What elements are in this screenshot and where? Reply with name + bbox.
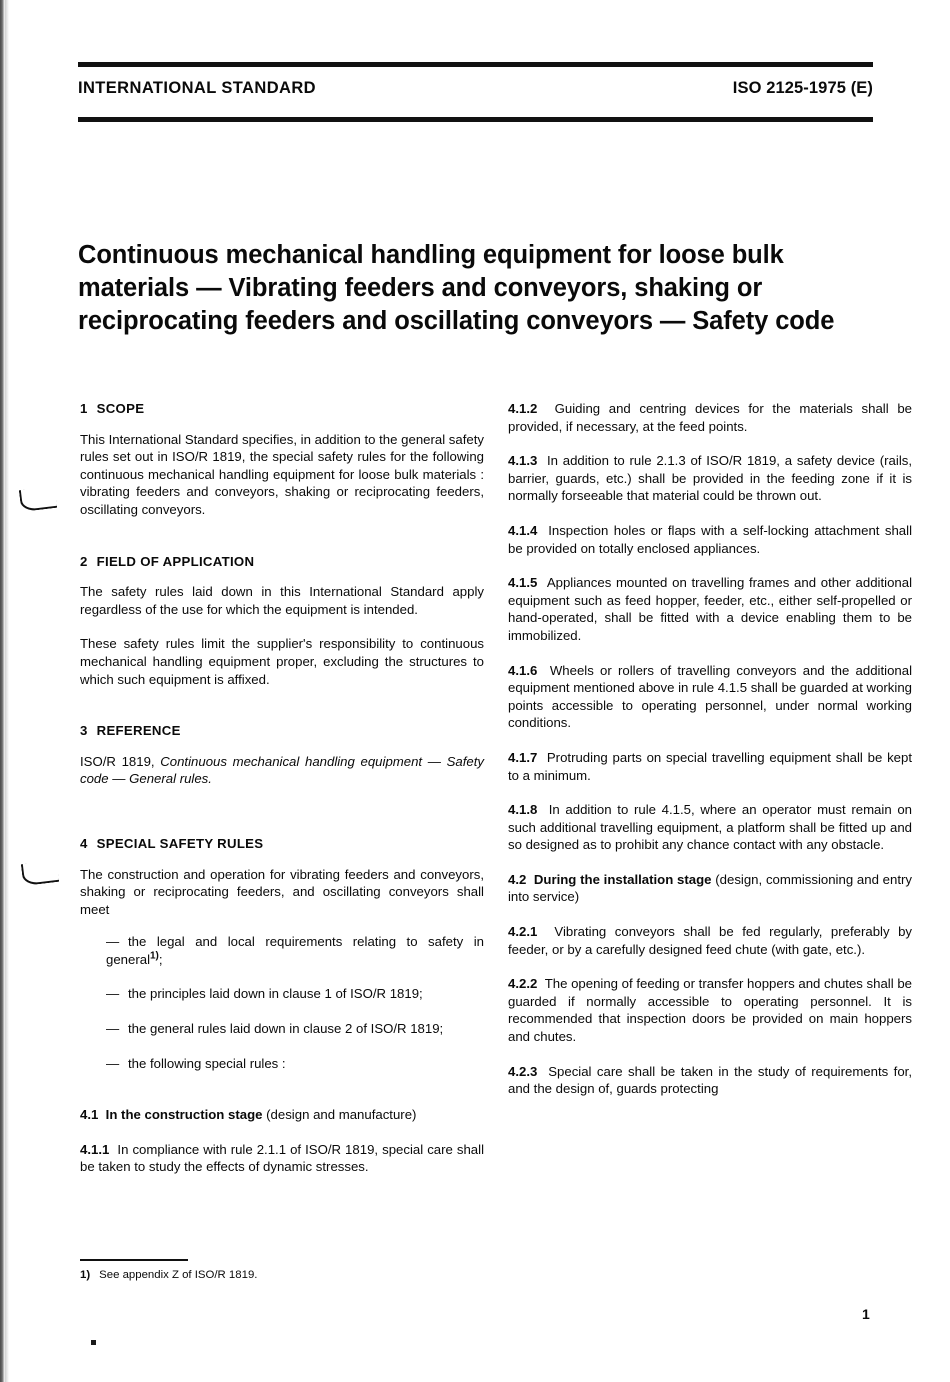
rule-number-4-1-8: 4.1.8 (508, 802, 538, 818)
rule-number-4-1-7: 4.1.7 (508, 749, 538, 765)
rule-text-4-1-2: Guiding and centring devices for the materials shall be provided, if necessary, at the feed points. (508, 401, 912, 434)
body-column-left (80, 400, 484, 1176)
section-number-2: 2 (80, 553, 88, 569)
reference-standard-title: Continuous mechanical handling equipment — Safety code — General rules. (80, 753, 484, 787)
section-heading-scope (80, 400, 484, 418)
rule-title-4-1: In the construction stage (105, 1107, 263, 1123)
header-rule-top (78, 62, 873, 67)
paragraph-scope: This International Standard specifies, in addition to the general safety rules set out in ISO/R 1819, the special safety rules for the following continuous mechanical handling equipment for loose bulk materials : vibrating feeders and conveyors, shaking or reciprocating feeders, oscillating conveyors. (80, 431, 484, 517)
rule-number-4-1-1: 4.1.1 (80, 1141, 110, 1157)
list-item (106, 985, 484, 1003)
standard-reference-number: ISO 2125-1975 (E) (732, 79, 873, 97)
rule-number-4-1-5: 4.1.5 (508, 575, 538, 591)
document-title-line-2: materials — Vibrating feeders and conveyors, shaking or (78, 274, 763, 303)
reference-standard-id: ISO/R 1819, (80, 753, 161, 769)
document-title (78, 239, 878, 338)
paragraph-reference (80, 753, 484, 788)
footnote-marker-icon: 1) (150, 950, 159, 962)
document-title-line-3: reciprocating feeders and oscillating conveyors — Safety code (78, 307, 835, 336)
paragraph-field-of-application-2: These safety rules limit the supplier's responsibility to continuous mechanical handling equipment proper, excluding the structures to which such equipment is affixed. (80, 636, 484, 687)
rule-number-4-2-2: 4.2.2 (508, 976, 538, 992)
rule-paragraph-4-1-5 (508, 574, 912, 644)
paragraph-field-of-application-1: The safety rules laid down in this International Standard apply regardless of the use for which the equipment is intended. (80, 584, 484, 617)
body-column-right (508, 400, 912, 1098)
page-header (78, 79, 873, 98)
page-number: 1 (862, 1306, 870, 1322)
section-number-1: 1 (80, 401, 88, 416)
special-rules-list (80, 933, 484, 1072)
rule-subtitle-4-1: (design and manufacture) (262, 1107, 417, 1123)
rule-number-4-2-1: 4.2.1 (508, 924, 538, 940)
rule-paragraph-4-2-2 (508, 975, 912, 1045)
document-title-line-1: Continuous mechanical handling equipment for loose bulk (78, 241, 784, 270)
rule-number-4-1: 4.1 (80, 1107, 99, 1123)
rule-paragraph-4-2-1 (508, 923, 912, 958)
rule-text-4-1-8: In addition to rule 4.1.5, where an operator must remain on such additional travelling equipment, a platform shall be fitted up and so designed as to prohibit any chance contact with any obstacle. (508, 802, 913, 853)
rule-number-4-2-3: 4.2.3 (508, 1063, 538, 1079)
standard-type-label: INTERNATIONAL STANDARD (78, 79, 316, 97)
subsection-heading-4-1 (80, 1106, 484, 1124)
list-item-text: the legal and local requirements relating to safety in general (106, 934, 484, 967)
rule-paragraph-4-1-3 (508, 452, 912, 505)
rule-text-4-1-7: Protruding parts on special travelling equipment shall be kept to a minimum. (508, 749, 912, 783)
rule-number-4-1-2: 4.1.2 (508, 401, 538, 416)
list-dash-icon: — (106, 934, 120, 950)
section-number-4: 4 (80, 835, 88, 851)
rule-subtitle-4-2: (design, commissioning and entry into service) (508, 871, 913, 905)
section-number-3: 3 (80, 723, 88, 739)
section-title-3: REFERENCE (96, 723, 181, 739)
paragraph-special-safety-rules-intro: The construction and operation for vibrating feeders and conveyors, shaking or reciprocating feeders, and oscillating conveyors shall meet (80, 866, 484, 917)
section-heading-reference (80, 722, 484, 740)
rule-number-4-1-3: 4.1.3 (508, 453, 538, 469)
footnote-number: 1) (80, 1269, 91, 1281)
rule-text-4-1-1: In compliance with rule 2.1.1 of ISO/R 1819, special care shall be taken to study the effects of dynamic stresses. (80, 1141, 485, 1175)
rule-paragraph-4-1-8 (508, 801, 912, 854)
section-heading-field-of-application (80, 553, 484, 571)
rule-text-4-1-3: In addition to rule 2.1.3 of ISO/R 1819, a safety device (rails, barrier, guards, etc.) shall be provided in the feeding zone if it is normally forseeable that material could be thrown out. (508, 453, 913, 504)
rule-paragraph-4-1-1 (80, 1141, 484, 1176)
list-item-text: the principles laid down in clause 1 of ISO/R 1819; (128, 986, 423, 1002)
rule-paragraph-4-1-7 (508, 749, 912, 784)
rule-paragraph-4-2-3 (508, 1063, 912, 1098)
footnote (80, 1268, 484, 1283)
list-item (106, 1055, 484, 1073)
rule-text-4-1-5: Appliances mounted on travelling frames and other additional equipment such as feed hopper, feeder, etc., either self-propelled or hand-operated, shall be fitted with a device enabling them to be immobilized. (508, 575, 913, 643)
rule-text-4-2-2: The opening of feeding or transfer hoppers and chutes shall be guarded if normally accessible to operating personnel. It is recommended that inspection doors be provided on main hoppers and chutes. (508, 976, 912, 1045)
section-title-2: FIELD OF APPLICATION (96, 553, 255, 569)
list-item (106, 1020, 484, 1038)
list-dash-icon: — (106, 1021, 120, 1037)
rule-text-4-2-1: Vibrating conveyors shall be fed regularly, preferably by feeder, or by a carefully designed feed chute (with gate, etc.). (508, 924, 913, 957)
scan-speck-artifact (91, 1340, 96, 1345)
rule-number-4-1-6: 4.1.6 (508, 662, 538, 678)
margin-pen-mark-upper (19, 486, 57, 512)
rule-paragraph-4-1-6 (508, 662, 912, 732)
subsection-heading-4-2 (508, 871, 912, 906)
list-dash-icon: — (106, 1055, 120, 1071)
list-item-text-tail: ; (158, 951, 163, 967)
rule-paragraph-4-1-2 (508, 400, 912, 435)
rule-number-4-1-4: 4.1.4 (508, 522, 538, 538)
rule-text-4-2-3: Special care shall be taken in the study of requirements for, and the design of, guards protecting (508, 1063, 913, 1097)
section-title-1: SCOPE (96, 401, 145, 416)
scan-edge-fade-artifact (5, 0, 9, 1382)
rule-number-4-2: 4.2 (508, 871, 527, 887)
list-item-text: the following special rules : (128, 1055, 286, 1071)
footnote-separator-rule (80, 1259, 188, 1261)
rule-text-4-1-6: Wheels or rollers of travelling conveyors and the additional equipment mentioned above in rule 4.1.5 shall be guarded at working points accessible to operating personnel, under normal working conditions. (508, 662, 913, 731)
rule-title-4-2: During the installation stage (533, 871, 712, 887)
section-title-4: SPECIAL SAFETY RULES (96, 835, 264, 851)
rule-paragraph-4-1-4 (508, 522, 912, 557)
footnote-text: See appendix Z of ISO/R 1819. (99, 1269, 258, 1281)
margin-pen-mark-lower (21, 860, 59, 886)
list-item (106, 933, 484, 968)
header-rule-bottom (78, 117, 873, 122)
section-heading-special-safety-rules (80, 835, 484, 853)
list-item-text: the general rules laid down in clause 2 of ISO/R 1819; (128, 1021, 444, 1037)
list-dash-icon: — (106, 986, 120, 1002)
rule-text-4-1-4: Inspection holes or flaps with a self-locking attachment shall be provided on totally enclosed appliances. (508, 522, 913, 556)
